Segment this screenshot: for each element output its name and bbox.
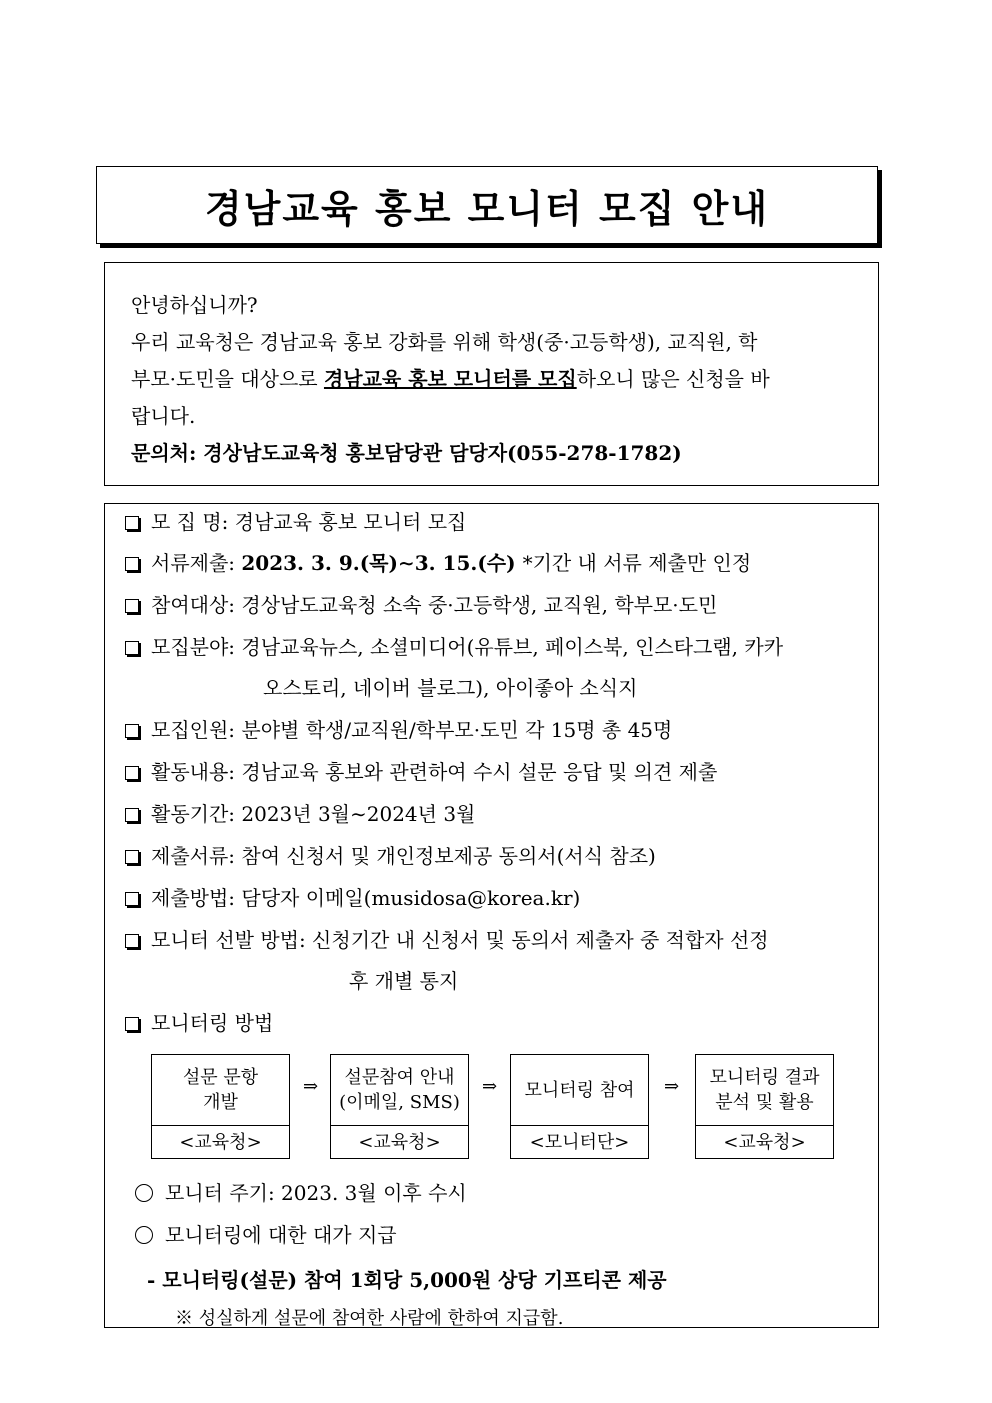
- item-activity: [125, 756, 717, 785]
- intro-line-2-post: 하오니 많은 신청을 바: [576, 367, 770, 391]
- flow-step-4-owner: <교육청>: [723, 1131, 806, 1153]
- checkbox-icon: [125, 808, 139, 822]
- intro-line-1: 우리 교육청은 경남교육 홍보 강화를 위해 학생(중·고등학생), 교직원, 학: [131, 330, 758, 354]
- checkbox-icon: [125, 557, 139, 571]
- checkbox-icon: [125, 599, 139, 613]
- item-docs-dates: 2023. 3. 9.(목)∼3. 15.(수): [241, 551, 523, 575]
- title-box: [96, 166, 878, 244]
- flow-step-1-line1: 설문 문항: [182, 1067, 259, 1088]
- item-field: [125, 631, 783, 660]
- footer-note: ※ 성실하게 설문에 참여한 사람에 한하여 지급함.: [175, 1308, 564, 1329]
- flow-step-3: [510, 1054, 649, 1159]
- intro-line-3: 랍니다.: [131, 404, 196, 428]
- flow-arrow-icon: ⇒: [664, 1076, 680, 1097]
- item-field-cont: 오스토리, 네이버 블로그), 아이좋아 소식지: [263, 676, 638, 700]
- item-selection: [125, 924, 769, 953]
- item-method-text: 모니터링 방법: [151, 1011, 274, 1035]
- intro-highlight: 경남교육 홍보 모니터를 모집: [323, 367, 577, 391]
- item-submit-docs: [125, 840, 656, 869]
- checkbox-icon: [125, 934, 139, 948]
- checkbox-icon: [125, 892, 139, 906]
- intro-line-2: [131, 361, 852, 398]
- circle-bullet-icon: [135, 1226, 153, 1244]
- item-target: [125, 589, 717, 618]
- intro-box: [104, 262, 879, 486]
- flow-arrow-icon: ⇒: [482, 1076, 498, 1097]
- item-docs-label: 서류제출:: [151, 551, 242, 575]
- footer-gift: - 모니터링(설문) 참여 1회당 5,000원 상당 기프티콘 제공: [147, 1268, 667, 1292]
- flow-step-1-line2: 개발: [203, 1092, 238, 1113]
- item-target-text: 참여대상: 경상남도교육청 소속 중·고등학생, 교직원, 학부모·도민: [151, 593, 718, 617]
- item-submit-method: [125, 882, 580, 911]
- item-name: [125, 506, 466, 535]
- checkbox-icon: [125, 850, 139, 864]
- item-method: [125, 1007, 273, 1036]
- item-selection-cont: 후 개별 통지: [349, 969, 459, 993]
- item-field-text: 모집분야: 경남교육뉴스, 소셜미디어(유튜브, 페이스북, 인스타그램, 카카: [151, 635, 784, 659]
- footer-payment-text: 모니터링에 대한 대가 지급: [165, 1223, 397, 1247]
- circle-bullet-icon: [135, 1184, 153, 1202]
- item-selection-text: 모니터 선발 방법: 신청기간 내 신청서 및 동의서 제출자 중 적합자 선정: [151, 928, 769, 952]
- item-count: [125, 714, 672, 743]
- checkbox-icon: [125, 516, 139, 530]
- checkbox-icon: [125, 724, 139, 738]
- flow-step-2-owner: <교육청>: [358, 1131, 441, 1153]
- flow-step-2-line1: 설문참여 안내: [344, 1067, 455, 1088]
- footer-cycle-text: 모니터 주기: 2023. 3월 이후 수시: [165, 1181, 467, 1205]
- item-period-text: 활동기간: 2023년 3월∼2024년 3월: [151, 802, 476, 826]
- flow-step-1: [151, 1054, 290, 1159]
- footer-payment: [135, 1219, 397, 1248]
- flow-step-3-owner: <모니터단>: [529, 1131, 630, 1153]
- flow-arrow-icon: ⇒: [303, 1076, 319, 1097]
- flow-step-2-line2: (이메일, SMS): [339, 1092, 460, 1113]
- item-name-text: 모 집 명: 경남교육 홍보 모니터 모집: [151, 510, 467, 534]
- footer-cycle: [135, 1177, 467, 1206]
- flow-step-2: [330, 1054, 469, 1159]
- flow-step-4-line1: 모니터링 결과: [709, 1067, 820, 1088]
- contact-info: 문의처: 경상남도교육청 홍보담당관 담당자(055-278-1782): [131, 441, 682, 465]
- intro-greeting: 안녕하십니까?: [131, 293, 258, 317]
- flow-step-1-owner: <교육청>: [179, 1131, 262, 1153]
- item-activity-text: 활동내용: 경남교육 홍보와 관련하여 수시 설문 응답 및 의견 제출: [151, 760, 718, 784]
- flow-step-3-line1: 모니터링 참여: [524, 1079, 635, 1101]
- checkbox-icon: [125, 641, 139, 655]
- item-docs-note: *기간 내 서류 제출만 인정: [522, 551, 752, 575]
- flow-step-4-line2: 분석 및 활용: [715, 1092, 814, 1113]
- item-docs: [125, 547, 751, 576]
- item-period: [125, 798, 475, 827]
- main-box: [104, 503, 879, 1328]
- intro-line-2-pre: 부모·도민을 대상으로: [131, 367, 324, 391]
- item-submit-docs-text: 제출서류: 참여 신청서 및 개인정보제공 동의서(서식 참조): [151, 844, 656, 868]
- item-count-text: 모집인원: 분야별 학생/교직원/학부모·도민 각 15명 총 45명: [151, 718, 673, 742]
- page-title: 경남교육 홍보 모니터 모집 안내: [204, 186, 770, 231]
- checkbox-icon: [125, 1017, 139, 1031]
- flow-step-4: [695, 1054, 834, 1159]
- checkbox-icon: [125, 766, 139, 780]
- item-submit-method-text: 제출방법: 담당자 이메일(musidosa@korea.kr): [151, 886, 581, 910]
